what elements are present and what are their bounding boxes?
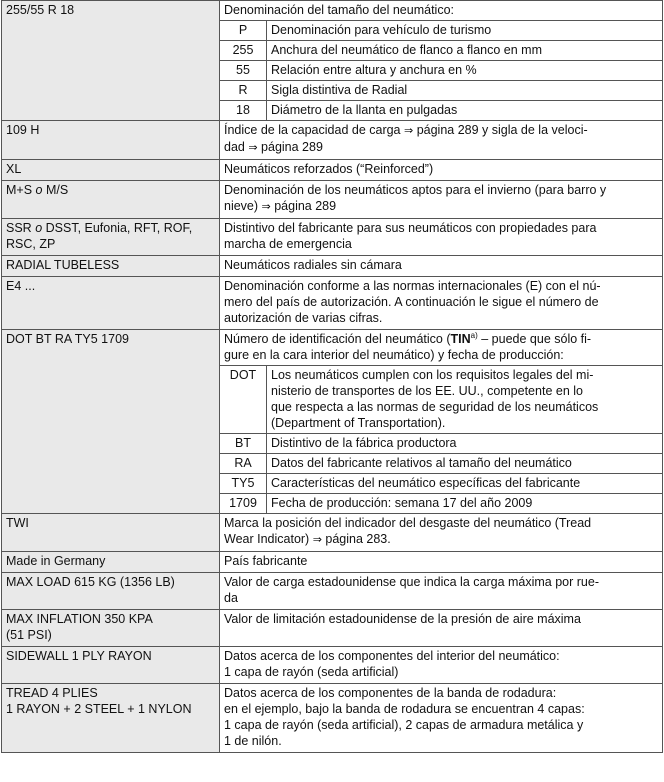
table-row [2, 610, 663, 647]
marking-cell: SIDEWALL 1 PLY RAYON [2, 647, 220, 684]
marking-cell: MAX LOAD 615 KG (1356 LB) [2, 573, 220, 610]
marking-cell: E4 ... [2, 277, 220, 330]
description-cell: Valor de limitación estadounidense de la presión de aire máxima [220, 610, 663, 647]
table-row [2, 160, 663, 181]
description-cell: Valor de carga estadounidense que indica la carga máxima por rue- da [220, 573, 663, 610]
table-row [2, 514, 663, 552]
marking-cell: TWI [2, 514, 220, 552]
table-row [2, 573, 663, 610]
description-cell: Índice de la capacidad de carga ⇒ página 289 y sigla de la veloci- dad ⇒ página 289 [220, 121, 663, 160]
table-row [2, 1, 663, 121]
marking-cell: RADIAL TUBELESS [2, 256, 220, 277]
tin-breakdown-table [220, 365, 662, 513]
table-row: 255 Anchura del neumático de flanco a flanco en mm [220, 41, 662, 61]
arrow-icon: ⇒ [261, 200, 271, 213]
table-row: 18 Diámetro de la llanta en pulgadas [220, 101, 662, 121]
description-cell: País fabricante [220, 552, 663, 573]
table-row: DOT Los neumáticos cumplen con los requisitos legales del mi- nisterio de transportes de los EE. UU., competente en lo que respecta a las normas de seguridad de los neumáticos (Department of Transportation). [220, 366, 662, 434]
table-row: BT Distintivo de la fábrica productora [220, 434, 662, 454]
marking-cell: XL [2, 160, 220, 181]
description-cell: Neumáticos reforzados (“Reinforced”) [220, 160, 663, 181]
description-cell: Denominación del tamaño del neumático: P Denominación para vehículo de turismo 255 Anchura del neumático de flanco a flanco en mm 55 Relación entre altura y anchura en % R Sigla distintiva de Radial 18 Diámetro de la llanta en pulgadas [220, 1, 663, 121]
description-cell: Datos acerca de los componentes de la banda de rodadura: en el ejemplo, bajo la banda de rodadura se encuentran 4 capas: 1 capa de rayón (seda artificial), 2 capas de armadura metálica y 1 de nilón. [220, 684, 663, 753]
description-cell: Denominación de los neumáticos aptos para el invierno (para barro y nieve) ⇒ página 289 [220, 181, 663, 219]
table-row: TY5 Características del neumático específicas del fabricante [220, 474, 662, 494]
marking-cell: MAX INFLATION 350 KPA (51 PSI) [2, 610, 220, 647]
marking-cell: TREAD 4 PLIES 1 RAYON + 2 STEEL + 1 NYLON [2, 684, 220, 753]
description-cell: Denominación conforme a las normas internacionales (E) con el nú- mero del país de autorización. A continuación le sigue el número de autorización de varias cifras. [220, 277, 663, 330]
table-row [2, 121, 663, 160]
description-cell: Neumáticos radiales sin cámara [220, 256, 663, 277]
marking-cell: M+S o M/S [2, 181, 220, 219]
description-cell: Marca la posición del indicador del desgaste del neumático (Tread Wear Indicator) ⇒ página 283. [220, 514, 663, 552]
tire-markings-table [1, 0, 663, 753]
table-row [2, 552, 663, 573]
table-row [2, 219, 663, 256]
marking-cell: 109 H [2, 121, 220, 160]
description-cell: Distintivo del fabricante para sus neumáticos con propiedades para marcha de emergencia [220, 219, 663, 256]
table-row [2, 181, 663, 219]
arrow-icon: ⇒ [312, 533, 322, 546]
description-cell: Número de identificación del neumático (TIN$^{a)}$ – puede que sólo fi- gure en la cara interior del neumático) y fecha de producción: DOT Los neumáticos cumplen con los requisitos legales del mi- nisterio de transportes de los EE. UU., competente en lo que respecta a las normas de seguridad de los neumáticos (Department of Transportation). BT Distintivo de la fábrica productora RA Datos del fabricante relativos al tamaño del neumático TY5 Características del neumático específicas del fabricante 1709 Fecha de producción: semana 17 del año 2009 [220, 330, 663, 514]
table-row [2, 330, 663, 514]
table-row [2, 256, 663, 277]
marking-cell: SSR o DSST, Eufonia, RFT, ROF, RSC, ZP [2, 219, 220, 256]
size-breakdown-table [220, 20, 662, 120]
table-row [2, 277, 663, 330]
marking-cell: 255/55 R 18 [2, 1, 220, 121]
table-row: R Sigla distintiva de Radial [220, 81, 662, 101]
marking-cell: Made in Germany [2, 552, 220, 573]
table-row: P Denominación para vehículo de turismo [220, 21, 662, 41]
table-row [2, 647, 663, 684]
table-row: 55 Relación entre altura y anchura en % [220, 61, 662, 81]
description-cell: Datos acerca de los componentes del interior del neumático: 1 capa de rayón (seda artificial) [220, 647, 663, 684]
arrow-icon: ⇒ [248, 141, 258, 154]
table-row [2, 684, 663, 753]
marking-cell: DOT BT RA TY5 1709 [2, 330, 220, 514]
arrow-icon: ⇒ [404, 124, 414, 137]
table-row: 1709 Fecha de producción: semana 17 del año 2009 [220, 494, 662, 514]
table-row: RA Datos del fabricante relativos al tamaño del neumático [220, 454, 662, 474]
